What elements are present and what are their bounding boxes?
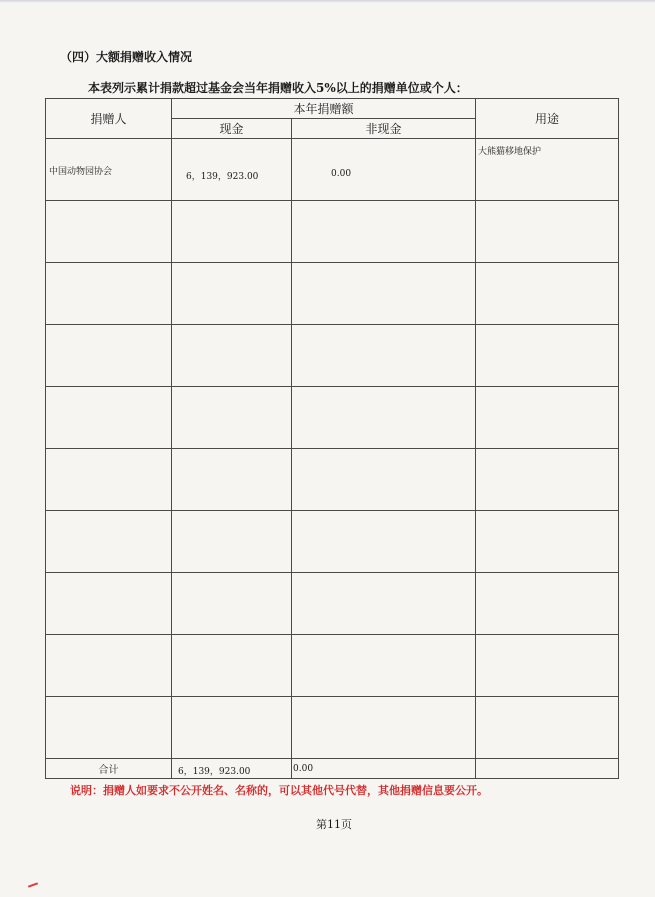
donor-cell [46,387,172,449]
cash-cell-text [172,387,291,417]
cash-cell-text: 6，139，923.00 [186,172,259,182]
noncash-cell-text [292,511,475,541]
cash-cell [172,635,292,697]
disclosure-note: 说明：捐赠人如要求不公开姓名、名称的，可以其他代号代替，其他捐赠信息要公开。 [70,784,488,797]
purpose-cell-text [476,573,618,578]
donor-cell-text [46,201,171,226]
donor-cell [46,449,172,511]
cash-cell [172,573,292,635]
cash-cell [172,325,292,387]
cash-cell-text [172,697,291,727]
purpose-cell-text [476,697,618,702]
noncash-cell [292,635,476,697]
donor-cell [46,511,172,573]
noncash-cell [292,201,476,263]
noncash-cell [292,387,476,449]
total-cash-cell [172,759,292,779]
donor-cell [46,139,172,201]
cash-cell [172,201,292,263]
purpose-cell-text [476,635,618,640]
purpose-cell [476,263,619,325]
purpose-cell-text [476,449,618,454]
donor-cell [46,573,172,635]
donor-cell-text: 中国动物园协会 [49,167,113,177]
cash-cell [172,387,292,449]
header-donor: 捐赠人 [46,99,172,139]
table-row [46,201,619,263]
donor-cell [46,201,172,263]
section-title: （四）大额捐赠收入情况 [60,50,193,64]
header-purpose: 用途 [476,99,619,139]
noncash-cell-text [292,573,475,603]
noncash-cell [292,697,476,759]
noncash-cell-text [292,201,475,231]
donor-cell-text [46,449,171,474]
cash-cell [172,511,292,573]
purpose-cell [476,697,619,759]
purpose-cell [476,511,619,573]
purpose-cell [476,635,619,697]
purpose-cell-text [476,325,618,330]
noncash-cell-text [292,635,475,665]
header-noncash: 非现金 [292,119,476,139]
cash-cell-text [172,511,291,541]
donor-cell-text [46,325,171,350]
noncash-cell [292,573,476,635]
noncash-cell [292,325,476,387]
noncash-cell-text [292,697,475,727]
donation-table [45,98,619,779]
donor-cell-text [46,635,171,660]
ink-mark [28,882,38,887]
table-row [46,449,619,511]
donor-cell-text [46,511,171,536]
cash-cell-text [172,635,291,665]
donor-cell [46,697,172,759]
table-row [46,139,619,201]
total-noncash-cell [292,759,476,779]
total-noncash: 0.00 [293,764,314,774]
purpose-cell [476,387,619,449]
purpose-cell [476,449,619,511]
cash-cell [172,449,292,511]
table-row [46,573,619,635]
donor-cell-text [46,697,171,722]
noncash-cell-text [292,449,475,479]
noncash-cell-text [292,325,475,355]
purpose-cell [476,201,619,263]
table-row [46,325,619,387]
cash-cell [172,139,292,201]
donor-cell [46,635,172,697]
noncash-cell [292,139,476,201]
donor-cell-text [46,263,171,288]
total-cash: 6，139，923.00 [178,767,251,777]
cash-cell-text [172,449,291,479]
table-row [46,635,619,697]
total-purpose [476,759,619,779]
purpose-cell-text [476,511,618,516]
purpose-cell-text [476,201,618,206]
cash-cell-text [172,573,291,603]
purpose-cell-text [476,387,618,392]
table-row [46,263,619,325]
purpose-cell-text: 大熊猫移地保护 [478,147,542,157]
table-row [46,697,619,759]
noncash-cell-text: 0.00 [331,169,352,179]
cash-cell-text [172,325,291,355]
total-row [46,759,619,779]
noncash-cell [292,511,476,573]
table-row [46,511,619,573]
noncash-cell [292,449,476,511]
purpose-cell [476,325,619,387]
table-intro: 本表列示累计捐款超过基金会当年捐赠收入5%以上的捐赠单位或个人： [88,81,468,95]
purpose-cell-text [476,263,618,268]
table-row [46,387,619,449]
noncash-cell [292,263,476,325]
header-cash: 现金 [172,119,292,139]
noncash-cell-text [292,387,475,417]
donor-cell [46,263,172,325]
cash-cell [172,697,292,759]
cash-cell-text [172,201,291,231]
header-amount-group: 本年捐赠额 [172,99,476,119]
donor-cell-text [46,387,171,412]
donor-cell [46,325,172,387]
purpose-cell [476,573,619,635]
total-label: 合计 [46,759,172,779]
donor-cell-text [46,573,171,598]
cash-cell [172,263,292,325]
cash-cell-text [172,263,291,293]
page-number: 第11页 [316,818,352,831]
purpose-cell [476,139,619,201]
page-edge [0,0,655,3]
noncash-cell-text [292,263,475,293]
